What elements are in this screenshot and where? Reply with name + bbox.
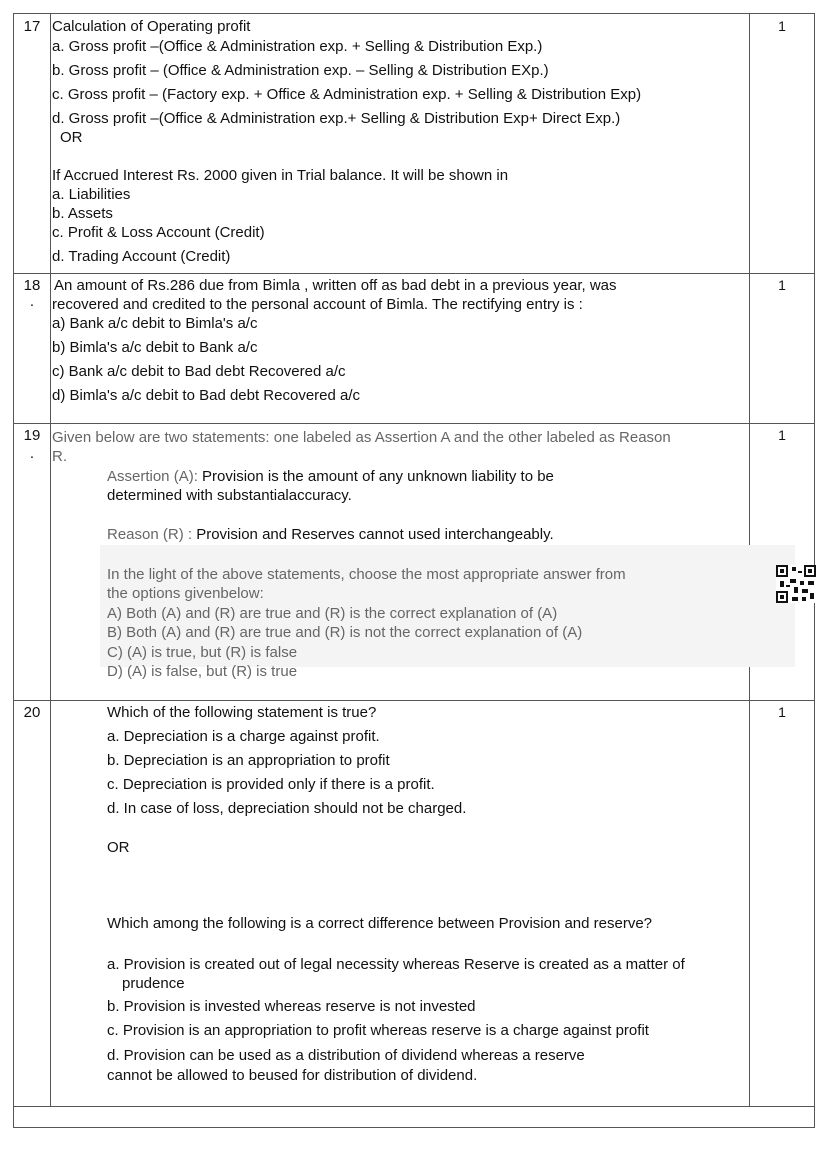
option-b: B) Both (A) and (R) are true and (R) is not the correct explanation of (A) — [107, 624, 583, 641]
qr-code-icon — [776, 565, 816, 603]
row-divider — [13, 700, 815, 701]
alt-question-text: Which among the following is a correct difference between Provision and reserve? — [107, 915, 653, 932]
option-d: d. Gross profit –(Office & Administration exp.+ Selling & Distribution Exp+ Direct Exp.) — [52, 110, 621, 127]
alt-option-a: a. Liabilities — [52, 186, 131, 203]
option-a: a. Depreciation is a charge against profit. — [107, 728, 380, 745]
option-d: D) (A) is false, but (R) is true — [107, 663, 298, 680]
assertion-text: Provision is the amount of any unknown liability to be — [202, 468, 554, 485]
question-number: 20 — [23, 704, 41, 721]
row-divider — [13, 1106, 815, 1107]
marks: 1 — [778, 704, 786, 720]
alt-option-a-line1: a. Provision is created out of legal necessity whereas Reserve is created as a matter of — [107, 956, 685, 973]
instruction-line2: the options givenbelow: — [107, 585, 264, 602]
option-d: d) Bimla's a/c debit to Bad debt Recovered a/c — [52, 387, 361, 404]
question-text-line1: An amount of Rs.286 due from Bimla , written off as bad debt in a previous year, was — [54, 277, 617, 294]
alt-option-d: d. Trading Account (Credit) — [52, 248, 231, 265]
assertion-label: Assertion (A): — [107, 468, 203, 485]
option-d: d. In case of loss, depreciation should not be charged. — [107, 800, 467, 817]
question-text: Which of the following statement is true? — [107, 704, 377, 721]
question-number: 17 — [23, 18, 41, 35]
marks: 1 — [778, 18, 786, 34]
option-c: c) Bank a/c debit to Bad debt Recovered a/c — [52, 363, 346, 380]
question-intro-line2: R. — [52, 448, 67, 465]
reason-label: Reason (R) : — [107, 526, 197, 543]
instruction-line1: In the light of the above statements, choose the most appropriate answer from — [107, 566, 626, 583]
question-intro-line1: Given below are two statements: one labeled as Assertion A and the other labeled as Reason — [52, 429, 671, 446]
alt-option-c: c. Profit & Loss Account (Credit) — [52, 224, 265, 241]
alt-option-d-line1: d. Provision can be used as a distribution of dividend whereas a reserve — [107, 1047, 585, 1064]
question-number: 19 — [23, 427, 41, 444]
option-a: A) Both (A) and (R) are true and (R) is the correct explanation of (A) — [107, 605, 558, 622]
alt-option-b: b. Provision is invested whereas reserve is not invested — [107, 998, 476, 1015]
question-number: 18 — [23, 277, 41, 294]
marks: 1 — [778, 277, 786, 293]
option-b: b. Gross profit – (Office & Administration exp. – Selling & Distribution EXp.) — [52, 62, 549, 79]
option-a: a. Gross profit –(Office & Administration exp. + Selling & Distribution Exp.) — [52, 38, 543, 55]
alt-option-a-line2: prudence — [122, 975, 185, 992]
question-number-dot: . — [29, 293, 35, 310]
question-text: Calculation of Operating profit — [52, 18, 251, 35]
question-text-line2: recovered and credited to the personal account of Bimla. The rectifying entry is : — [52, 296, 583, 313]
assertion-line1 — [107, 467, 554, 486]
option-c: c. Depreciation is provided only if there is a profit. — [107, 776, 435, 793]
column-divider — [50, 13, 51, 1106]
reason-line — [107, 525, 554, 544]
row-divider — [13, 423, 815, 424]
row-divider — [13, 273, 815, 274]
reason-text: Provision and Reserves cannot used interchangeably. — [196, 526, 554, 543]
option-b: b. Depreciation is an appropriation to profit — [107, 752, 390, 769]
option-c: C) (A) is true, but (R) is false — [107, 644, 298, 661]
marks: 1 — [778, 427, 786, 443]
alt-option-b: b. Assets — [52, 205, 113, 222]
alt-question-text: If Accrued Interest Rs. 2000 given in Trial balance. It will be shown in — [52, 167, 509, 184]
option-b: b) Bimla's a/c debit to Bank a/c — [52, 339, 258, 356]
or-separator: OR — [107, 839, 130, 856]
alt-option-d-line2: cannot be allowed to beused for distribution of dividend. — [107, 1067, 478, 1084]
question-number-dot: . — [29, 445, 35, 462]
option-c: c. Gross profit – (Factory exp. + Office & Administration exp. + Selling & Distribution Exp) — [52, 86, 642, 103]
alt-option-c: c. Provision is an appropriation to profit whereas reserve is a charge against profit — [107, 1022, 649, 1039]
option-a: a) Bank a/c debit to Bimla's a/c — [52, 315, 258, 332]
or-separator: OR — [60, 129, 83, 146]
assertion-line2: determined with substantialaccuracy. — [107, 487, 352, 504]
